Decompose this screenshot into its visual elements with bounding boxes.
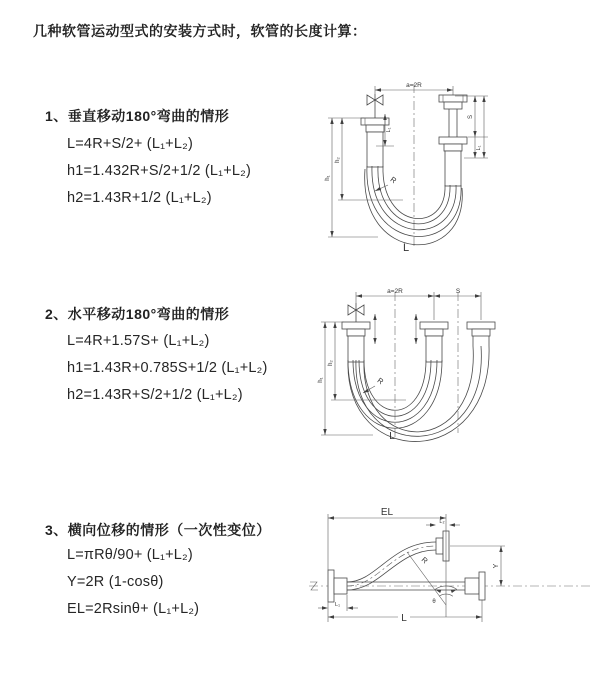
dim-fitting-ticks	[373, 314, 417, 344]
dim-label-h2: h₂	[335, 157, 341, 163]
dim-length-l	[328, 600, 482, 624]
diagram-horizontal-180-bend	[318, 288, 596, 450]
section-1-formula-L: L=4R+S/2+ (L₁+L₂)	[67, 136, 193, 152]
section-2-formula-h2: h2=1.43R+S/2+1/2 (L₁+L₂)	[67, 387, 243, 403]
section-3-formula-Y: Y=2R (1-cosθ)	[67, 574, 164, 590]
dim-label-h1: h₁	[318, 377, 324, 383]
left-flange-assembly	[342, 322, 370, 362]
dim-label-s: S	[468, 114, 474, 120]
dim-label-el: EL	[380, 507, 394, 518]
dim-fitting-left	[318, 595, 358, 611]
section-2-heading: 2、水平移动180°弯曲的情形	[45, 306, 230, 322]
centerline	[395, 292, 458, 440]
dim-el	[328, 507, 446, 617]
right-flange-assembly	[465, 572, 485, 600]
section-1-formula-h1: h1=1.432R+S/2+1/2 (L₁+L₂)	[67, 163, 252, 179]
dim-width-a2r	[375, 82, 453, 95]
length-label: L	[402, 242, 410, 254]
dim-label-h2: h₂	[328, 360, 334, 366]
dim-label-h1: h₁	[325, 175, 331, 181]
dim-fitting-right	[473, 137, 482, 158]
dim-label-s: S	[455, 288, 461, 295]
angle-annotation	[407, 552, 457, 605]
section-3-formula-EL: EL=2Rsinθ+ (L₁+L₂)	[67, 601, 200, 617]
right-flange-assembly	[467, 322, 495, 346]
diagram-vertical-180-bend	[318, 74, 578, 256]
dim-label-l: L	[401, 613, 407, 624]
section-3-heading: 3、横向位移的情形（一次性变位）	[45, 522, 271, 538]
dim-label-fitting-left: L₁	[335, 602, 340, 608]
dim-label-a2r: a=2R	[387, 288, 403, 295]
section-1-formula-h2: h2=1.43R+1/2 (L₁+L₂)	[67, 190, 212, 206]
dim-label-y: Y	[493, 563, 500, 569]
dim-label-fitting-top: L₂	[439, 519, 445, 525]
left-flange-assembly	[328, 570, 347, 602]
dim-label-fitting-right: L₁	[476, 145, 482, 151]
radius-label: R	[375, 375, 386, 387]
length-label: L	[389, 431, 395, 442]
dim-stroke-s	[434, 288, 481, 298]
radius-label: R	[388, 174, 399, 186]
displaced-flange-assembly	[436, 531, 449, 561]
document-title: 几种软管运动型式的安装方式时，软管的长度计算：	[33, 23, 367, 39]
valve-icon	[367, 94, 383, 118]
right-flange-assembly	[439, 95, 467, 186]
section-2-formula-h1: h1=1.43R+0.785S+1/2 (L₁+L₂)	[67, 360, 268, 376]
section-2-formula-L: L=4R+1.57S+ (L₁+L₂)	[67, 333, 210, 349]
diagram-lateral-displacement	[305, 505, 595, 633]
section-1-heading: 1、垂直移动180°弯曲的情形	[45, 108, 230, 124]
hose-s-curve	[347, 542, 436, 590]
section-3-formula-L: L=πRθ/90+ (L₁+L₂)	[67, 547, 193, 563]
valve-icon	[348, 303, 364, 322]
middle-flange-assembly	[420, 322, 448, 362]
radius-label: R	[419, 554, 430, 566]
dim-label-fitting-left: L₁	[386, 127, 392, 133]
dim-label-a2r: a=2R	[406, 82, 422, 89]
angle-label: θ	[432, 599, 436, 605]
dim-fitting-top	[426, 519, 460, 527]
